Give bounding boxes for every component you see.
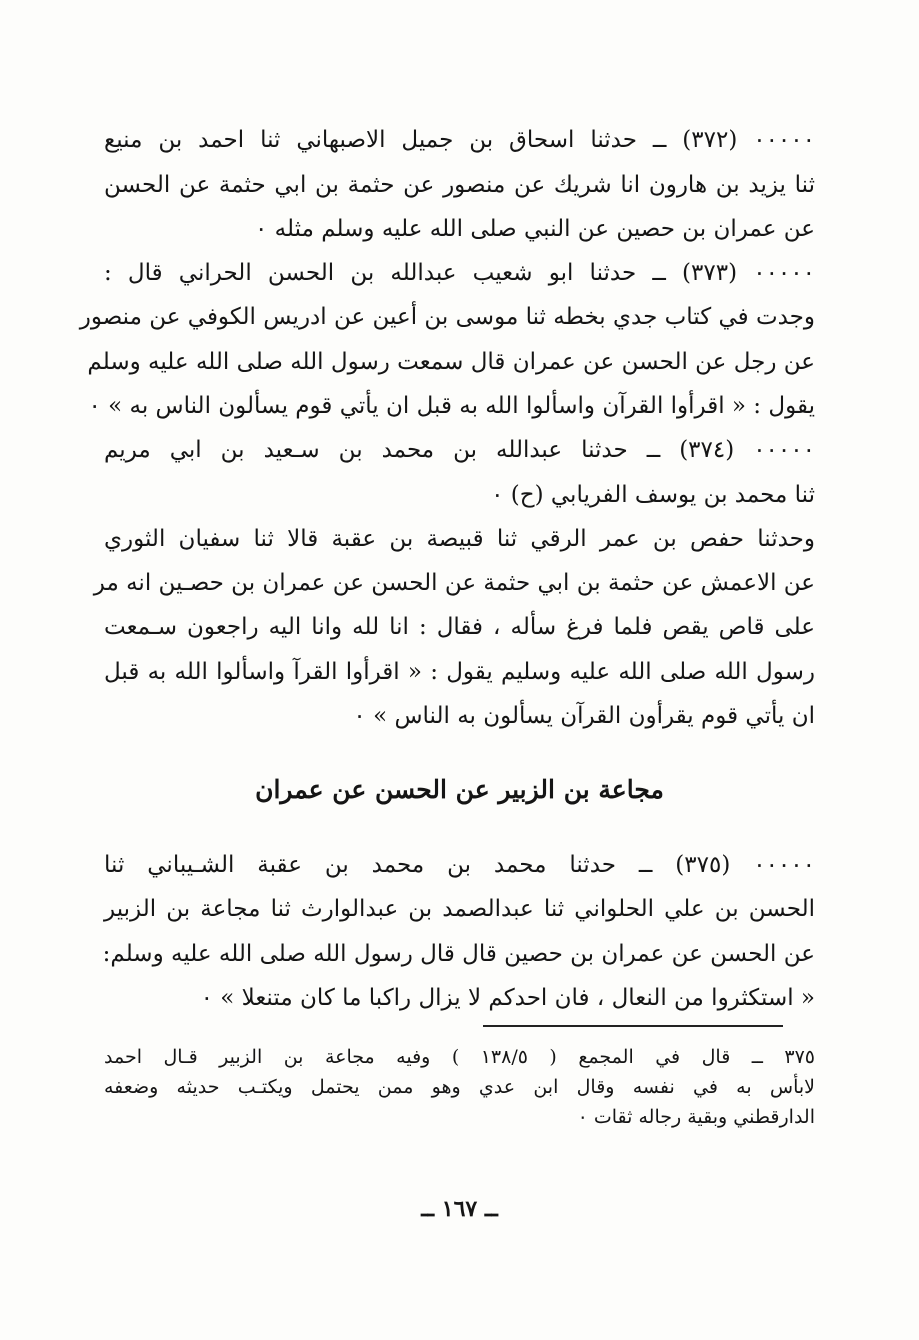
text-line: ٠٠٠٠٠ (٣٧٢) ــ حدثنا اسحاق بن جميل الاصبهاني ثنا احمد بن منيع <box>104 127 815 153</box>
text-line: رسول الله صلى الله عليه وسليم يقول : « اقرأوا القرآ واسألوا الله به قبل <box>104 659 815 685</box>
text-line: ٠٠٠٠٠ (٣٧٣) ــ حدثنا ابو شعيب عبدالله بن الحسن الحراني قال : <box>104 260 815 286</box>
text-line: ٠٠٠٠٠ (٣٧٥) ــ حدثنا محمد بن محمد بن عقبة الشـيباني ثنا <box>104 852 815 878</box>
footnote-line: الدارقطني وبقية رجاله ثقات ٠ <box>577 1106 815 1128</box>
page-number: ــ ١٦٧ ــ <box>421 1196 498 1222</box>
text-line: على قاص يقص فلما فرغ سأله ، فقال : انا لله وانا اليه راجعون سـمعت <box>104 614 815 640</box>
text-line: عن رجل عن الحسن عن عمران قال سمعت رسول الله صلى الله عليه وسلم <box>87 349 815 375</box>
footnote-separator <box>483 1025 783 1027</box>
text-line: عن الاعمش عن حثمة بن ابي حثمة عن الحسن عن عمران بن حصـين انه مر <box>93 570 815 596</box>
text-line: عن الحسن عن عمران بن حصين قال قال رسول الله صلى الله عليه وسلم: <box>102 941 815 967</box>
text-line: وجدت في كتاب جدي بخطه ثنا موسى بن أعين عن ادريس الكوفي عن منصور <box>79 304 815 330</box>
footnote-line: لابأس به في نفسه وقال ابن عدي وهو ممن يحتمل ويكتـب حديثه وضعفه <box>104 1076 815 1098</box>
text-line: ٠٠٠٠٠ (٣٧٤) ــ حدثنا عبدالله بن محمد بن سـعيد بن ابي مريم <box>104 437 815 463</box>
text-line: ان يأتي قوم يقرأون القرآن يسألون به الناس » ٠ <box>353 703 815 729</box>
text-line: عن عمران بن حصين عن النبي صلى الله عليه وسلم مثله ٠ <box>255 216 815 242</box>
text-line: « استكثروا من النعال ، فان احدكم لا يزال راكبا ما كان متنعلا » ٠ <box>200 985 815 1011</box>
text-line: ثنا يزيد بن هارون انا شريك عن منصور عن حثمة بن ابي حثمة عن الحسن <box>104 172 815 198</box>
text-line: الحسن بن علي الحلواني ثنا عبدالصمد بن عبدالوارث ثنا مجاعة بن الزبير <box>104 896 816 922</box>
text-line: وحدثنا حفص بن عمر الرقي ثنا قبيصة بن عقبة قالا ثنا سفيان الثوري <box>104 526 815 552</box>
section-heading: مجاعة بن الزبير عن الحسن عن عمران <box>255 775 664 804</box>
text-line: يقول : « اقرأوا القرآن واسألوا الله به قبل ان يأتي قوم يسألون الناس به » ٠ <box>88 393 815 419</box>
text-line: ثنا محمد بن يوسف الفريابي (ح) ٠ <box>491 482 815 508</box>
footnote-line: ٣٧٥ ــ قال في المجمع ( ١٣٨/٥ ) وفيه مجاعة بن الزبير قـال احمد <box>104 1046 815 1068</box>
